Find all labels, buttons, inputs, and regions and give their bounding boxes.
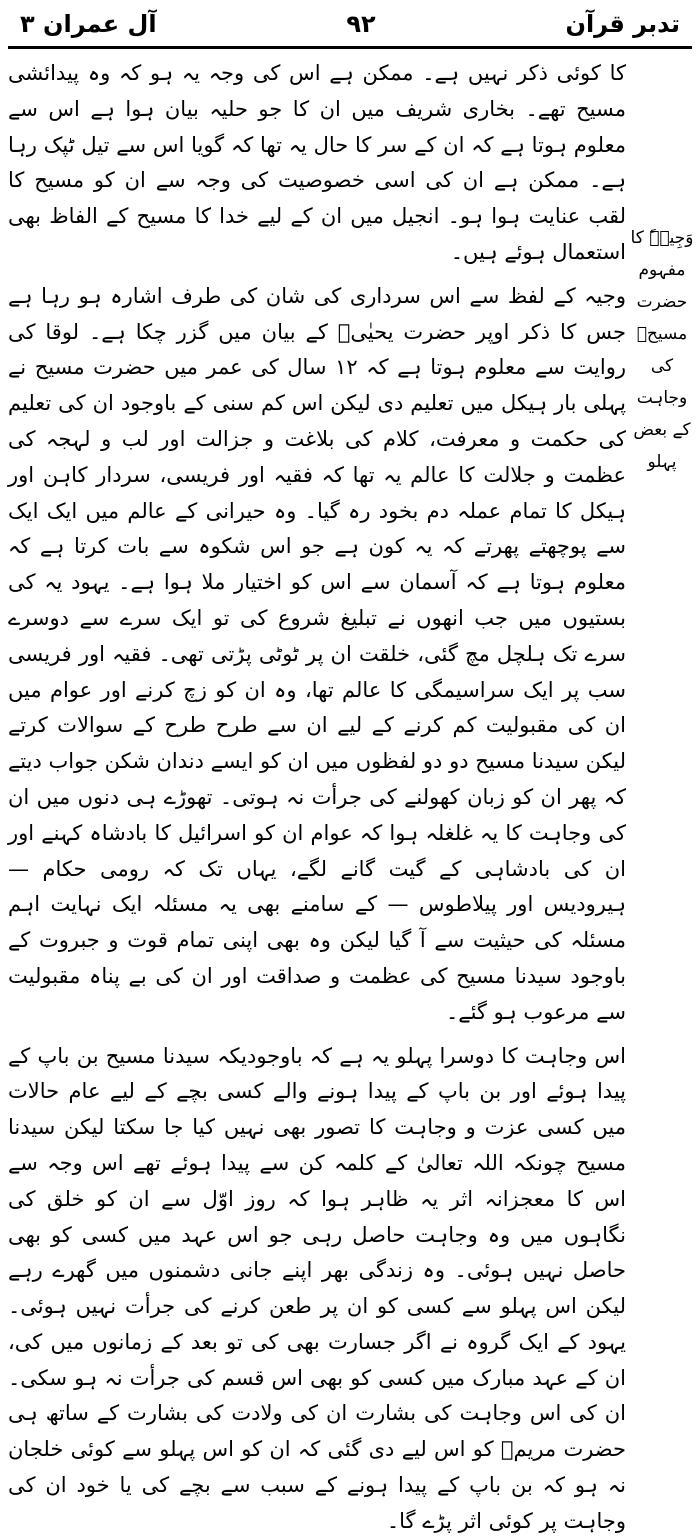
paragraph-2: وجیہ کے لفظ سے اس سرداری کی شان کی طرف اشارہ ہو رہا ہے جس کا ذکر اوپر حضرت یحیٰیؑ کے بیان میں گزر چکا ہے۔ لوقا کی روایت سے معلوم ہوتا ہے کہ ۱۲ سال کی عمر میں حضرت مسیح نے پہلی بار ہیکل میں تعلیم دی لیکن اس کم سنی کے باوجود ان کی تعلیم کی حکمت و معرفت، کلام کی بلاغت و جزالت اور لب و لہجہ کی عظمت و جلالت کا عالم یہ تھا کہ فقیہ اور فریسی، سردار کاہن اور ہیکل کا تمام عملہ دم بخود رہ گیا۔ وہ حیرانی کے عالم میں ایک ایک سے پوچھتے پھرتے کہ یہ کون ہے جو اس شکوہ سے بات کرتا ہے کہ معلوم ہوتا ہے کہ آسمان سے اس کو اختیار ملا ہوا ہے۔ یہود یہ کی بستیوں میں جب انھوں نے تبلیغ شروع کی تو ایک سرے سے دوسرے سرے تک ہلچل مچ گئی، خلقت ان پر ٹوٹی پڑتی تھی۔ فقیہ اور فریسی سب پر ایک سراسیمگی کا عالم تھا، وہ ان کو زچ کرنے اور عوام میں ان کی مقبولیت کم کرنے کے لیے ان سے طرح طرح کے سوالات کرتے لیکن سیدنا مسیح دو دو لفظوں میں ان کو ایسے دندان شکن جواب دیتے کہ پھر ان کو زبان کھولنے کی جرأت نہ ہوتی۔ تھوڑے ہی دنوں میں ان کی وجاہت کا یہ غلغلہ ہوا کہ عوام ان کو اسرائیل کا بادشاہ کہنے اور ان کی بادشاہی کے گیت گانے لگے، یہاں تک کہ رومی حکام — ہیرودیس اور پیلاطوس — کے سامنے بھی یہ مسئلہ ایک نہایت اہم مسئلہ کی حیثیت سے آ گیا لیکن وہ بھی اپنی تمام قوت و جبروت کے باوجود سیدنا مسیح کی عظمت و صداقت اور ان کی بے پناہ مقبولیت سے مرعوب ہو گئے۔ <box>8 283 626 1024</box>
margin-note-line: حضرت مسیحؑ <box>636 292 688 344</box>
margin-note <box>630 222 694 478</box>
surah-label: آل عمران ٣ <box>20 10 157 38</box>
book-title: تدبر قرآن <box>565 10 680 38</box>
header-rule <box>8 46 692 49</box>
margin-note-line: مفہوم <box>638 260 686 280</box>
paragraph-1: کا کوئی ذکر نہیں ہے۔ ممکن ہے اس کی وجہ یہ ہو کہ وہ پیدائشی مسیح تھے۔ بخاری شریف میں ان کا جو حلیہ بیان ہوا ہے اس سے معلوم ہوتا ہے کہ ان کے سر کا حال یہ تھا کہ گویا اس سے تیل ٹپک رہا ہے۔ ممکن ہے ان کی اسی خصوصیت کی وجہ سے ان کو مسیح کا لقب عنایت ہوا ہو۔ انجیل میں ان کے لیے خدا کا مسیح کے الفاظ بھی استعمال ہوئے ہیں۔ <box>8 61 626 264</box>
margin-note-line: وَجِیۡہً کا <box>630 228 694 248</box>
main-text <box>8 56 626 1533</box>
page-header <box>20 4 680 44</box>
margin-note-line: پہلو <box>647 452 677 472</box>
paragraph-3: اس وجاہت کا دوسرا پہلو یہ ہے کہ باوجودیکہ سیدنا مسیح بن باپ کے پیدا ہوئے اور بن باپ کے پیدا ہونے والے کسی بچے کے لیے عام حالات میں کسی عزت و وجاہت کا تصور بھی نہیں کیا جا سکتا لیکن سیدنا مسیح چونکہ اللہ تعالیٰ کے کلمہ کن سے پیدا ہوئے تھے اس وجہ سے اس کا معجزانہ اثر یہ ظاہر ہوا کہ روز اوّل سے ان کو خلق کی نگاہوں میں وہ وجاہت حاصل رہی جو اس عہد میں کسی کو بھی حاصل نہیں ہوئی۔ وہ زندگی بھر اپنے جانی دشمنوں میں گھرے رہے لیکن اس پہلو سے کسی کو ان پر طعن کرنے کی جرأت نہیں ہوئی۔ یہود کے ایک گروہ نے اگر جسارت بھی کی تو بعد کے زمانوں میں کی، ان کے عہد مبارک میں کسی کو بھی اس قسم کی جرأت نہ ہو سکی۔ ان کی اس وجاہت کی بشارت ان کی ولادت کی بشارت کے ساتھ ہی حضرت مریمؑ کو اس لیے دی گئی کہ ان کو اس پہلو سے کوئی خلجان نہ ہو کہ بن باپ کے پیدا ہونے کے سبب سے بچے کی یا خود ان کی وجاہت پر کوئی اثر پڑے گا۔ <box>8 1043 626 1533</box>
margin-note-line: کے بعض <box>633 420 691 440</box>
page-number: ٩٢ <box>346 10 376 38</box>
margin-note-line: کی وجاہت <box>636 356 688 408</box>
